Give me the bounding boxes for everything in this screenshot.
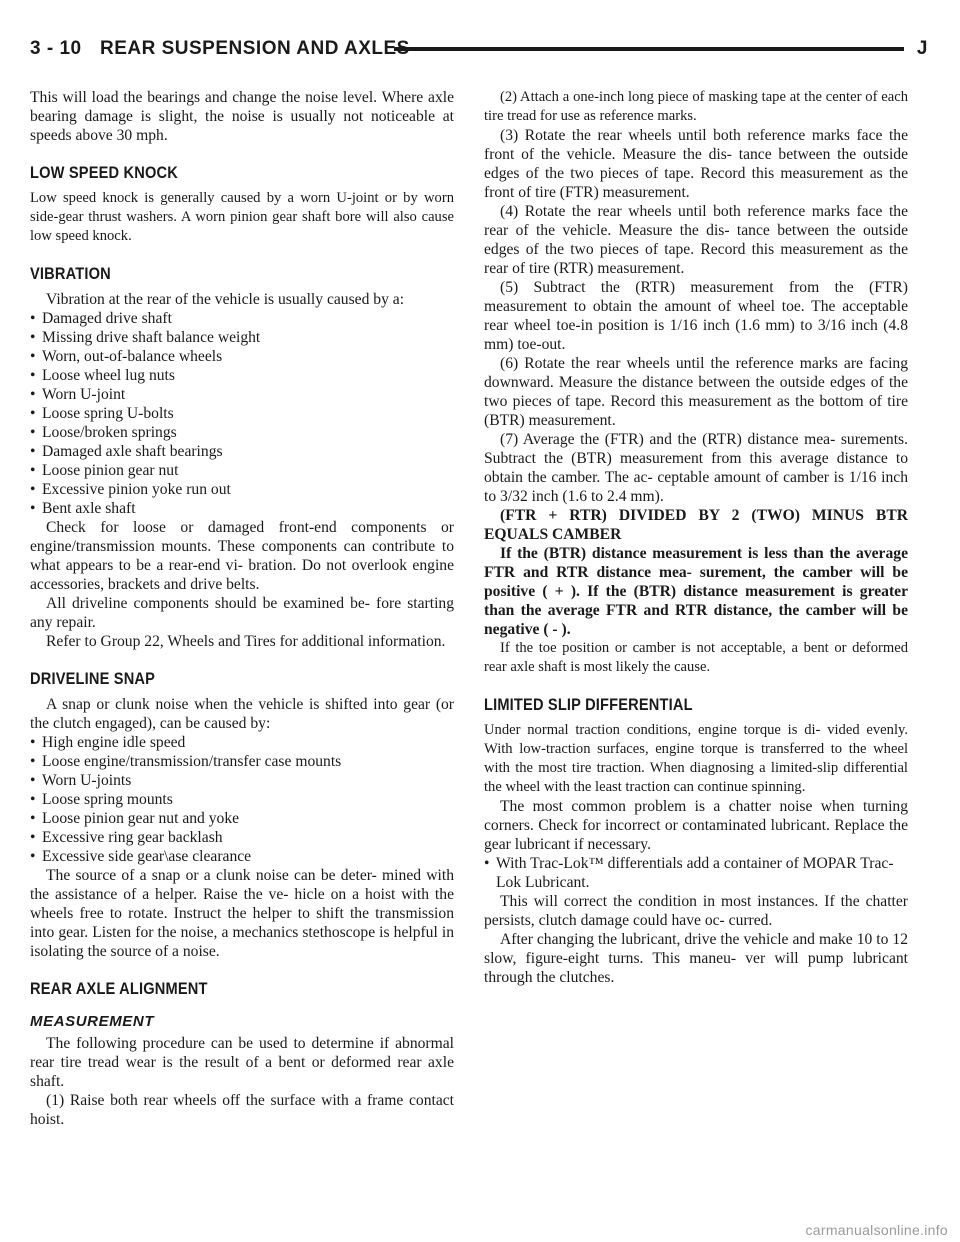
list-item: • Loose spring mounts [30,790,454,809]
vibration-paragraph-3: Refer to Group 22, Wheels and Tires for additional information. [46,633,446,650]
list-item: • Loose engine/transmission/transfer case mounts [30,752,454,771]
alignment-step-4: (4) Rotate the rear wheels until both reference marks face the rear of the vehicle. Measure the dis- tance between the outside edges of the two pieces of tape. Record this measurement as the rear of tire (RTR) measurement. [484,203,908,277]
limited-slip-paragraph-2: The most common problem is a chatter noise when turning corners. Check for incorrect or contaminated lubricant. Replace the gear lubricant if necessary. [484,798,908,853]
alignment-step-2: (2) Attach a one-inch long piece of masking tape at the center of each tire tread for use as reference marks. [484,89,908,124]
limited-slip-paragraph-4: After changing the lubricant, drive the vehicle and make 10 to 12 slow, figure-eight turns. This maneu- ver will pump lubricant through the clutches. [484,931,908,986]
page-number: 3 - 10 [30,38,82,59]
page-header [30,34,930,64]
left-column [30,88,454,1129]
camber-formula: (FTR + RTR) DIVIDED BY 2 (TWO) MINUS BTR EQUALS CAMBER [484,507,908,543]
list-item: • Loose pinion gear nut and yoke [30,809,454,828]
list-item: • Excessive pinion yoke run out [30,480,454,499]
list-item: • Excessive side gear\ase clearance [30,847,454,866]
list-item: • Loose pinion gear nut [30,461,454,480]
list-item: • Worn U-joints [30,771,454,790]
alignment-step-5: (5) Subtract the (RTR) measurement from the (FTR) measurement to obtain the amount of wheel toe. The acceptable rear wheel toe-in position is 1/16 inch (1.6 mm) to 3/16 inch (4.8 mm) toe-out. [484,279,908,353]
header-rule [394,47,904,51]
list-item: • With Trac-Lok™ differentials add a container of MOPAR Trac-Lok Lubricant. [484,854,908,892]
alignment-cause-note: If the toe position or camber is not acceptable, a bent or deformed rear axle shaft is most likely the cause. [484,640,908,675]
list-item: • Worn, out-of-balance wheels [30,347,454,366]
section-title: REAR SUSPENSION AND AXLES [100,38,410,59]
heading-rear-axle-alignment: REAR AXLE ALIGNMENT [30,979,208,998]
list-item: • Excessive ring gear backlash [30,828,454,847]
subheading-measurement: MEASUREMENT [30,1013,155,1030]
heading-limited-slip-differential: LIMITED SLIP DIFFERENTIAL [484,695,693,714]
list-item: • Loose/broken springs [30,423,454,442]
model-letter: J [916,38,928,59]
footer-watermark: carmanualsonline.info [805,1222,948,1238]
right-column [484,88,908,987]
list-item: • Damaged axle shaft bearings [30,442,454,461]
camber-sign-note: If the (BTR) distance measurement is less than the average FTR and RTR distance mea- surement, the camber will be positive ( + ). If the (BTR) distance measurement is greater than the average FTR and RTR distance, the camber will be negative ( - ). [484,545,908,638]
list-item: • Loose spring U-bolts [30,404,454,423]
alignment-step-6: (6) Rotate the rear wheels until the reference marks are facing downward. Measure the distance between the outside edges of the two pieces of tape. Record this measurement as the bottom of tire (BTR) measurement. [484,355,908,429]
list-item: • Worn U-joint [30,385,454,404]
vibration-paragraph-2: All driveline components should be examined be- fore starting any repair. [30,595,454,631]
low-speed-knock-text: Low speed knock is generally caused by a worn U-joint or by worn side-gear thrust washers. A worn pinion gear shaft bore will also cause low speed knock. [30,190,454,244]
list-item: • Loose wheel lug nuts [30,366,454,385]
limited-slip-list [484,854,908,892]
heading-low-speed-knock: LOW SPEED KNOCK [30,163,178,182]
list-item: • High engine idle speed [30,733,454,752]
vibration-paragraph-1: Check for loose or damaged front-end components or engine/transmission mounts. These components can contribute to what appears to be a rear-end vi- bration. Do not overlook engine accessories, brackets and drive belts. [30,519,454,593]
limited-slip-paragraph-1: Under normal traction conditions, engine torque is di- vided evenly. With low-traction surfaces, engine torque is transferred to the wheel with the most tire traction. When diagnosing a limited-slip differential the wheel with the least traction can continue spinning. [484,722,908,795]
alignment-step-3: (3) Rotate the rear wheels until both reference marks face the front of the vehicle. Measure the dis- tance between the outside edges of the two pieces of tape. Record this measurement as the front of tire (FTR) measurement. [484,127,908,201]
heading-vibration: VIBRATION [30,264,111,283]
limited-slip-paragraph-3: This will correct the condition in most instances. If the chatter persists, clutch damage could have oc- curred. [484,893,908,929]
vibration-intro: Vibration at the rear of the vehicle is usually caused by a: [46,291,405,308]
heading-driveline-snap: DRIVELINE SNAP [30,669,156,688]
list-item: • Missing drive shaft balance weight [30,328,454,347]
vibration-causes-list [30,309,454,518]
driveline-paragraph: The source of a snap or a clunk noise can be deter- mined with the assistance of a helper. Raise the ve- hicle on a hoist with the wheels free to rotate. Instruct the helper to shift the transmission into gear. Listen for the noise, a mechanics stethoscope is helpful in isolating the source of a noise. [30,867,454,960]
driveline-causes-list [30,733,454,866]
list-item: • Bent axle shaft [30,499,454,518]
alignment-step-1: (1) Raise both rear wheels off the surface with a frame contact hoist. [30,1092,454,1128]
driveline-intro: A snap or clunk noise when the vehicle is shifted into gear (or the clutch engaged), can be caused by: [30,696,454,732]
alignment-intro: The following procedure can be used to determine if abnormal rear tire tread wear is the result of a bent or deformed rear axle shaft. [30,1035,454,1090]
list-item: • Damaged drive shaft [30,309,454,328]
alignment-step-7: (7) Average the (FTR) and the (RTR) distance mea- surements. Subtract the (BTR) measurement from this average distance to obtain the camber. The ac- ceptable amount of camber is 1/16 inch to 3/32 inch (1.6 to 2.4 mm). [484,431,908,505]
intro-paragraph: This will load the bearings and change the noise level. Where axle bearing damage is slight, the noise is usually not noticeable at speeds above 30 mph. [30,89,454,144]
